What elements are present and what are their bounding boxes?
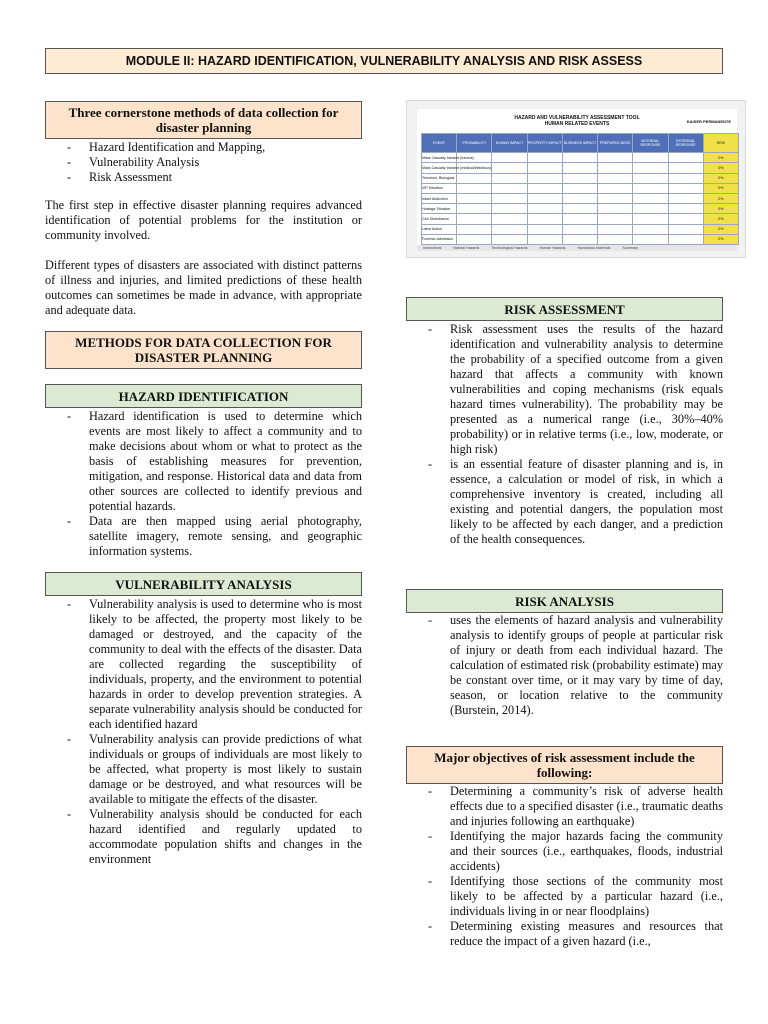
table-cell <box>457 193 492 203</box>
risk-cell: 0% <box>703 183 738 193</box>
table-cell <box>562 193 597 203</box>
list-item: - Hazard identification is used to determine which events are most likely to affect a community and to make decisions about whom or what to protect as the basis of establishing measures for prevention, mitigation, and response. Historical data and data from other sources are collected to identify previous and potential hazards. <box>45 409 362 514</box>
sheet-title: HAZARD AND VULNERABILITY ASSESSMENT TOOL <box>514 115 640 121</box>
table-row <box>422 173 739 183</box>
risk-cell: 0% <box>703 173 738 183</box>
table-cell <box>527 234 562 244</box>
table-cell <box>668 163 703 173</box>
table-cell <box>527 153 562 163</box>
table-row <box>422 234 739 244</box>
table-cell <box>598 163 633 173</box>
table-cell <box>598 234 633 244</box>
table-cell <box>527 163 562 173</box>
table-cell <box>668 193 703 203</box>
list-item: - Identifying those sections of the community most likely to be affected by a particular hazard (i.e., individuals living in or near floodplains) <box>406 874 723 919</box>
table-cell <box>492 224 527 234</box>
table-cell <box>668 183 703 193</box>
event-cell: Civil Disturbance <box>422 214 457 224</box>
risk-assessment-heading: RISK ASSESSMENT <box>406 297 723 321</box>
table-cell <box>633 173 668 183</box>
sheet-tab: Human Hazards <box>539 246 566 250</box>
risk-cell: 0% <box>703 193 738 203</box>
table-cell <box>492 163 527 173</box>
table-cell <box>598 193 633 203</box>
objectives-heading: Major objectives of risk assessment include the following: <box>406 746 723 784</box>
table-row <box>422 163 739 173</box>
event-cell: Mass Casualty Incident (medical/infectious) <box>422 163 457 173</box>
table-cell <box>598 173 633 183</box>
table-cell <box>527 183 562 193</box>
table-cell <box>562 214 597 224</box>
risk-cell: 0% <box>703 204 738 214</box>
vulnerability-analysis-heading: VULNERABILITY ANALYSIS <box>45 572 362 596</box>
table-cell <box>598 204 633 214</box>
table-cell <box>562 173 597 183</box>
sheet-tab: Instructions <box>423 246 442 250</box>
table-cell <box>457 214 492 224</box>
intro-paragraph-2: Different types of disasters are associated with distinct patterns of illness and injuries, and limited predictions of these health outcomes can sometimes be made in advance, with appropriate and adequate data. <box>45 258 362 317</box>
event-cell: Forensic Admission <box>422 234 457 244</box>
table-cell <box>492 214 527 224</box>
list-item: - Risk assessment uses the results of the hazard identification and vulnerability analysis to determine the probability of a specified outcome from a given hazard that affects a community with known vulnerabilities and coping mechanisms (risk equals hazard times vulnerability). The probability may be presented as a numerical range (i.e., 30%–40% probability) or in relative terms (i.e., low, moderate, or high risk) <box>406 322 723 457</box>
table-cell <box>633 183 668 193</box>
table-cell <box>562 153 597 163</box>
column-header: PROBABILITY <box>457 134 492 153</box>
table-row <box>422 214 739 224</box>
list-item: - is an essential feature of disaster planning and is, in essence, a calculation or model of risk, in which a comprehensive inventory is created, including all existing and potential dangers, the population most likely to be affected by each danger, and a prediction of the health consequences. <box>406 457 723 547</box>
column-header: EVENT <box>422 134 457 153</box>
table-cell <box>668 214 703 224</box>
table-row <box>422 204 739 214</box>
sheet-tabs <box>417 245 737 251</box>
table-cell <box>527 204 562 214</box>
list-item: - Vulnerability Analysis <box>45 155 362 170</box>
cornerstone-heading: Three cornerstone methods of data collection for disaster planning <box>45 101 362 139</box>
hazard-identification-heading: HAZARD IDENTIFICATION <box>45 384 362 408</box>
table-cell <box>492 193 527 203</box>
table-cell <box>562 234 597 244</box>
spreadsheet <box>417 109 737 245</box>
risk-analysis-list <box>406 613 723 718</box>
table-cell <box>633 234 668 244</box>
table-cell <box>492 204 527 214</box>
list-item: - Risk Assessment <box>45 170 362 185</box>
table-cell <box>598 214 633 224</box>
event-cell: Mass Casualty Incident (trauma) <box>422 153 457 163</box>
risk-cell: 0% <box>703 153 738 163</box>
kaiser-logo: KAISER PERMANENTE <box>686 119 731 124</box>
hazard-identification-list <box>45 409 362 559</box>
table-cell <box>633 153 668 163</box>
table-cell <box>598 153 633 163</box>
risk-assessment-list <box>406 322 723 547</box>
list-item: - Hazard Identification and Mapping, <box>45 140 362 155</box>
event-cell: Terrorism, Biological <box>422 173 457 183</box>
table-cell <box>492 183 527 193</box>
table-cell <box>492 234 527 244</box>
table-row <box>422 153 739 163</box>
list-item: - Vulnerability analysis is used to determine who is most likely to be affected, the property most likely to be damaged or destroyed, and the capacity of the community to deal with the effects of the disaster. Data are collected regarding the susceptibility of individuals, property, and the environment to potential hazards in order to develop prevention strategies. A separate vulnerability analysis should be conducted for each identified hazard <box>45 597 362 732</box>
sheet-tab: Hazardous Materials <box>577 246 611 250</box>
list-item: - Vulnerability analysis should be conducted for each hazard identified and regularly updated to accommodate population shifts and changes in the environment <box>45 807 362 867</box>
intro-paragraph-1: The first step in effective disaster planning requires advanced identification of potential problems for the institution or community involved. <box>45 198 362 242</box>
table-cell <box>668 153 703 163</box>
column-header: INTERNAL RESPONSE <box>633 134 668 153</box>
module-title: MODULE II: HAZARD IDENTIFICATION, VULNERABILITY ANALYSIS AND RISK ASSESS <box>45 48 723 74</box>
vulnerability-analysis-list <box>45 597 362 867</box>
table-cell <box>668 224 703 234</box>
list-item: - uses the elements of hazard analysis and vulnerability analysis to identify groups of people at particular risk of injury or death from each individual hazard. The calculation of estimated risk (probability estimate) may be constant over time, or it may vary by time of day, season, or location relative to the community (Burstein, 2014). <box>406 613 723 718</box>
cornerstone-list <box>45 140 362 185</box>
table-cell <box>633 204 668 214</box>
table-cell <box>492 173 527 183</box>
event-cell: VIP Situation <box>422 183 457 193</box>
sheet-tab: Natural Hazards <box>453 246 480 250</box>
list-item: - Determining existing measures and resources that reduce the impact of a given hazard (i.e., <box>406 919 723 949</box>
methods-heading: METHODS FOR DATA COLLECTION FOR DISASTER PLANNING <box>45 331 362 369</box>
table-cell <box>527 173 562 183</box>
table-cell <box>457 204 492 214</box>
risk-cell: 0% <box>703 234 738 244</box>
table-cell <box>633 193 668 203</box>
table-body <box>422 153 739 245</box>
table-cell <box>562 224 597 234</box>
event-cell: Infant Abduction <box>422 193 457 203</box>
table-cell <box>457 234 492 244</box>
table-cell <box>527 224 562 234</box>
table-cell <box>668 173 703 183</box>
table-header-row <box>422 134 739 153</box>
list-item: - Vulnerability analysis can provide predictions of what individuals or groups of individuals are most likely to be affected, what property is most likely to sustain damage or be destroyed, and what resources will be available to mitigate the effects of the disaster. <box>45 732 362 807</box>
table-cell <box>457 173 492 183</box>
hazard-assessment-tool-image <box>406 100 746 258</box>
table-cell <box>527 214 562 224</box>
list-item: - Determining a community’s risk of adverse health effects due to a specified disaster (i.e., traumatic deaths and injuries following an earthquake) <box>406 784 723 829</box>
sheet-tab: Summary <box>622 246 638 250</box>
table-cell <box>457 224 492 234</box>
sheet-tab: Technological Hazards <box>491 246 528 250</box>
table-cell <box>668 204 703 214</box>
table-cell <box>633 224 668 234</box>
table-row <box>422 193 739 203</box>
risk-cell: 0% <box>703 224 738 234</box>
table-cell <box>492 153 527 163</box>
column-header: PREPARED-NESS <box>598 134 633 153</box>
column-header: HUMAN IMPACT <box>492 134 527 153</box>
table-cell <box>633 163 668 173</box>
list-item: - Identifying the major hazards facing the community and their sources (i.e., earthquakes, floods, industrial accidents) <box>406 829 723 874</box>
objectives-list <box>406 784 723 949</box>
column-header: EXTERNAL RESPONSE <box>668 134 703 153</box>
table-cell <box>668 234 703 244</box>
risk-cell: 0% <box>703 163 738 173</box>
table-cell <box>562 183 597 193</box>
table-cell <box>598 224 633 234</box>
list-item: - Data are then mapped using aerial photography, satellite imagery, remote sensing, and geographic information systems. <box>45 514 362 559</box>
column-header: BUSINESS IMPACT <box>562 134 597 153</box>
column-header: PROPERTY IMPACT <box>527 134 562 153</box>
event-cell: Hostage Situation <box>422 204 457 214</box>
table-cell <box>562 204 597 214</box>
table-row <box>422 224 739 234</box>
table-cell <box>527 193 562 203</box>
table-row <box>422 183 739 193</box>
sheet-subtitle: HUMAN RELATED EVENTS <box>544 121 610 127</box>
column-header: RISK <box>703 134 738 153</box>
risk-analysis-heading: RISK ANALYSIS <box>406 589 723 613</box>
table-cell <box>633 214 668 224</box>
table-cell <box>562 163 597 173</box>
table-cell <box>598 183 633 193</box>
assessment-table <box>421 133 739 245</box>
event-cell: Labor Action <box>422 224 457 234</box>
risk-cell: 0% <box>703 214 738 224</box>
table-cell <box>457 183 492 193</box>
